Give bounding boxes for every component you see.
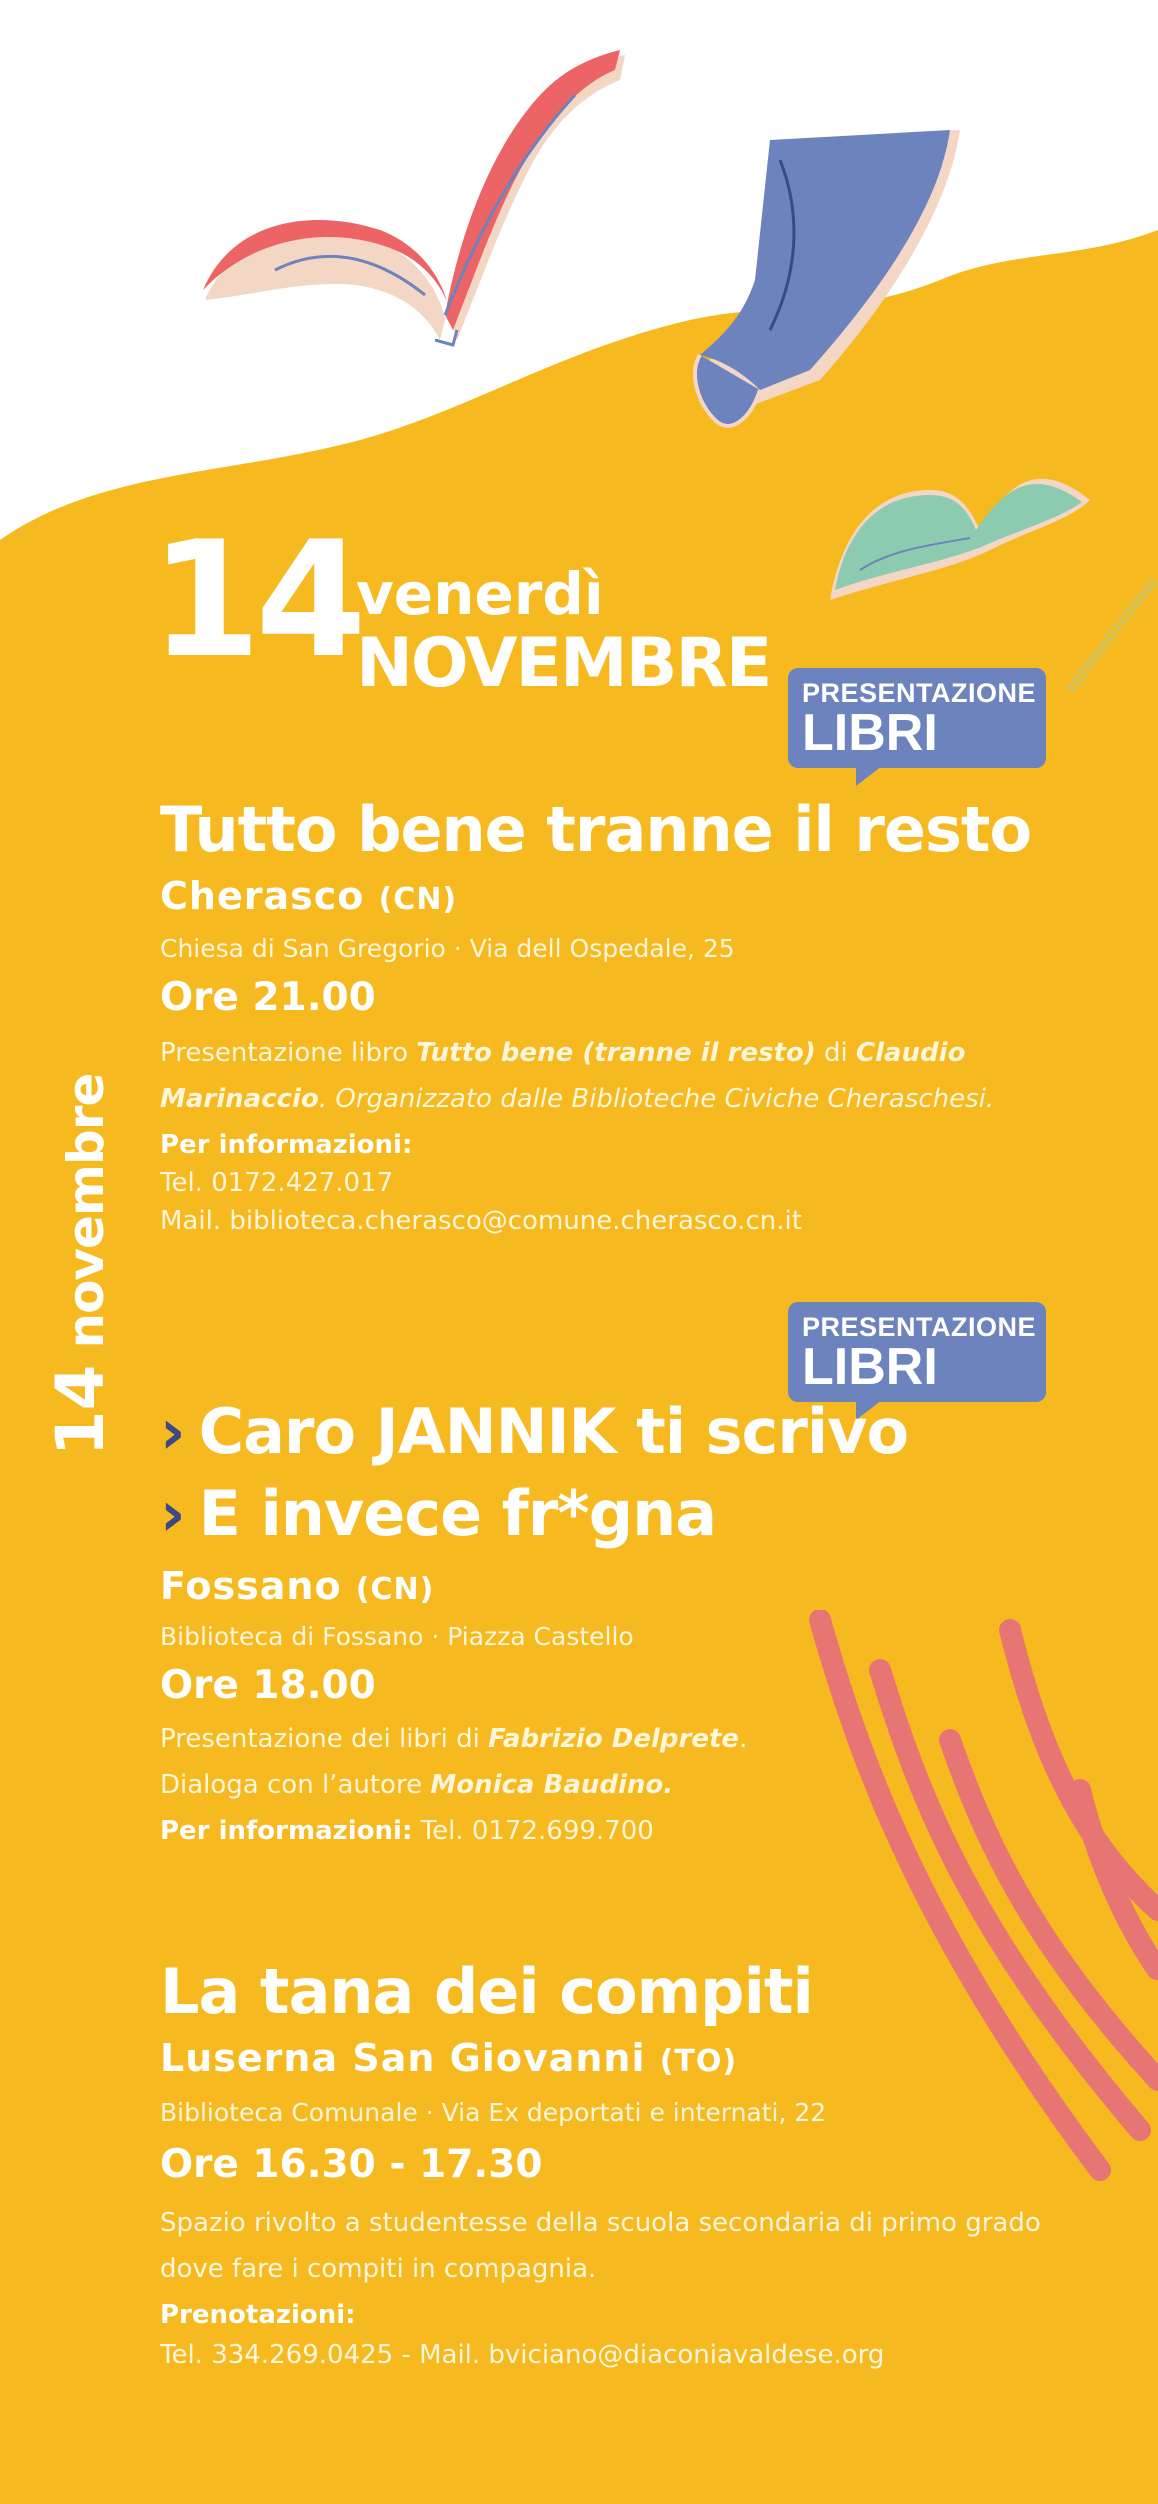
- event-title: › Caro JANNIK ti scrivo: [160, 1395, 909, 1468]
- date-weekday: venerdì: [356, 560, 604, 628]
- info-label: Per informazioni:: [160, 1130, 413, 1160]
- book-author: Fabrizio Delprete: [488, 1724, 740, 1754]
- info-label: Prenotazioni:: [160, 2300, 356, 2330]
- book-title: Tutto bene (tranne il resto): [416, 1038, 816, 1068]
- info-label: Per informazioni:: [160, 1816, 413, 1846]
- side-day: 14: [42, 1364, 119, 1457]
- event-place: Fossano (CN): [160, 1564, 435, 1608]
- presentazione-libri-badge: [788, 668, 1046, 768]
- book-author: Claudio Marinaccio: [160, 1038, 966, 1114]
- event-place: Cherasco (CN): [160, 874, 458, 918]
- info-line: [160, 1816, 654, 1846]
- event-time: Ore 21.00: [160, 975, 376, 1020]
- info-phone: Tel. 0172.699.700: [420, 1816, 654, 1846]
- event-title: Tutto bene tranne il resto: [160, 793, 1032, 866]
- event-description: Presentazione libro Tutto bene (tranne il resto) di Claudio Marinaccio. Organizzato dalle Biblioteche Civiche Cheraschesi.: [160, 1038, 995, 1114]
- event-province: (TO): [659, 2044, 738, 2079]
- green-brush-streak: [1060, 560, 1158, 700]
- green-open-book-icon: [820, 420, 1100, 610]
- blue-book-icon: [660, 120, 980, 440]
- event-time: Ore 18.00: [160, 1663, 376, 1708]
- badge-line1: PRESENTAZIONE: [802, 1312, 1037, 1342]
- event-description: Spazio rivolto a studentesse della scuola secondaria di primo grado dove fare i compiti in compagnia.: [160, 2208, 1041, 2284]
- event-address: Chiesa di San Gregorio · Via dell Ospedale, 25: [160, 934, 735, 963]
- badge-line1: PRESENTAZIONE: [802, 678, 1037, 708]
- event-address: Biblioteca di Fossano · Piazza Castello: [160, 1622, 634, 1651]
- event-place: Luserna San Giovanni (TO): [160, 2036, 738, 2080]
- pink-brush-strokes: [800, 1610, 1158, 2200]
- event-title: La tana dei compiti: [160, 1955, 813, 2028]
- event-time: Ore 16.30 - 17.30: [160, 2142, 543, 2187]
- date-day-number: 14: [150, 506, 361, 693]
- side-date-label: [36, 1073, 126, 1457]
- event-province: (CN): [378, 882, 458, 917]
- moderator: Monica Baudino.: [430, 1770, 674, 1800]
- red-open-book-icon: [195, 40, 635, 370]
- event-description: Presentazione dei libri di Fabrizio Delprete. Dialoga con l’autore Monica Baudino.: [160, 1724, 748, 1800]
- event-address: Biblioteca Comunale · Via Ex deportati e internati, 22: [160, 2098, 827, 2127]
- chevron-right-icon: ›: [160, 1395, 185, 1468]
- date-month: NOVEMBRE: [356, 624, 771, 703]
- event-title: › E invece fr*gna: [160, 1477, 717, 1550]
- badge-line2: LIBRI: [802, 1338, 938, 1396]
- chevron-right-icon: ›: [160, 1477, 185, 1550]
- presentazione-libri-badge: [788, 1302, 1046, 1402]
- info-phone: Tel. 0172.427.017: [160, 1168, 394, 1198]
- info-mail: Mail. biblioteca.cherasco@comune.cherasco.cn.it: [160, 1206, 802, 1236]
- side-month: novembre: [57, 1073, 115, 1349]
- info-contact: Tel. 334.269.0425 - Mail. bviciano@diaconiavaldese.org: [160, 2340, 885, 2370]
- badge-line2: LIBRI: [802, 704, 938, 762]
- event-province: (CN): [355, 1572, 435, 1607]
